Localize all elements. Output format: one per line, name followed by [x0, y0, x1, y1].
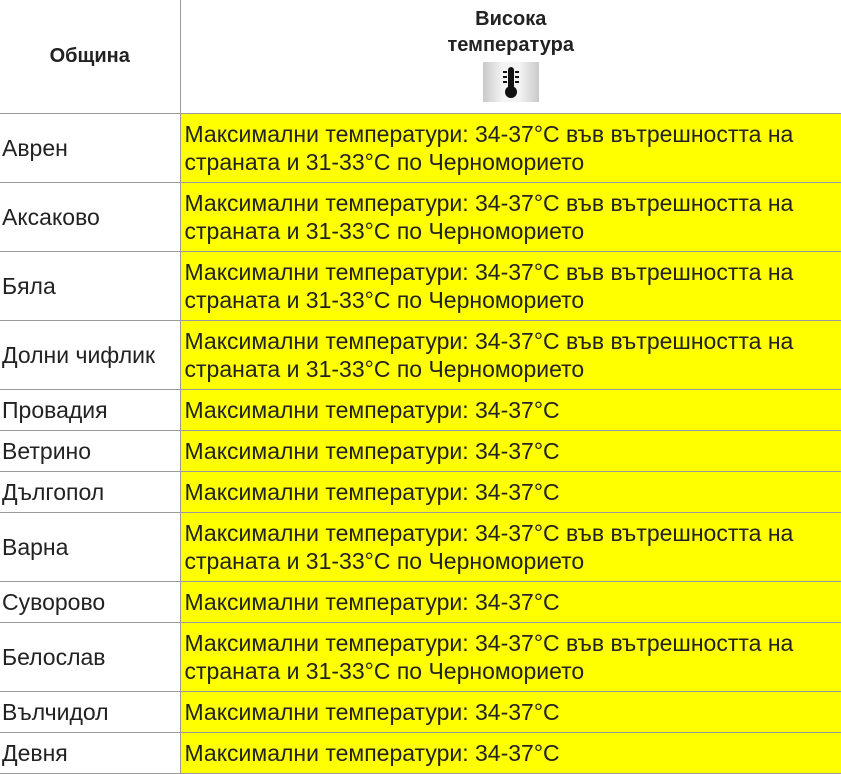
municipality-column-header: Община	[0, 0, 180, 114]
heat-warning-cell: Максимални температури: 34-37°C	[180, 472, 841, 513]
table-row	[0, 183, 841, 252]
heat-warning-cell: Максимални температури: 34-37°C	[180, 733, 841, 774]
table-row	[0, 472, 841, 513]
table-row	[0, 692, 841, 733]
heat-warning-cell: Максимални температури: 34-37°C	[180, 390, 841, 431]
table-row	[0, 513, 841, 582]
table-header-row	[0, 0, 841, 114]
heat-warning-cell: Максимални температури: 34-37°C във вътрешността на страната и 31-33°C по Черноморието	[180, 114, 841, 183]
table-row	[0, 582, 841, 623]
table-row	[0, 114, 841, 183]
heat-warning-cell: Максимални температури: 34-37°C	[180, 582, 841, 623]
table-row	[0, 321, 841, 390]
heat-warning-cell: Максимални температури: 34-37°C	[180, 431, 841, 472]
table-row	[0, 252, 841, 321]
heat-warning-cell: Максимални температури: 34-37°C във вътрешността на страната и 31-33°C по Черноморието	[180, 513, 841, 582]
heat-header-line2: температура	[181, 32, 841, 58]
municipality-cell: Долни чифлик	[0, 321, 180, 390]
municipality-cell: Аврен	[0, 114, 180, 183]
municipality-cell: Аксаково	[0, 183, 180, 252]
table-row	[0, 431, 841, 472]
high-temperature-column-header	[180, 0, 841, 114]
municipality-cell: Варна	[0, 513, 180, 582]
municipality-cell: Бяла	[0, 252, 180, 321]
table-row	[0, 390, 841, 431]
municipality-cell: Белослав	[0, 623, 180, 692]
thermometer-icon	[483, 62, 539, 102]
municipality-cell: Вълчидол	[0, 692, 180, 733]
heat-warning-cell: Максимални температури: 34-37°C във вътрешността на страната и 31-33°C по Черноморието	[180, 183, 841, 252]
table-body	[0, 114, 841, 774]
municipality-cell: Провадия	[0, 390, 180, 431]
municipality-cell: Суворово	[0, 582, 180, 623]
heat-warning-cell: Максимални температури: 34-37°C във вътрешността на страната и 31-33°C по Черноморието	[180, 252, 841, 321]
table-row	[0, 623, 841, 692]
table-row	[0, 733, 841, 774]
heat-header-line1: Висока	[181, 6, 841, 32]
heat-warning-cell: Максимални температури: 34-37°C	[180, 692, 841, 733]
heat-warning-cell: Максимални температури: 34-37°C във вътрешността на страната и 31-33°C по Черноморието	[180, 321, 841, 390]
municipality-cell: Девня	[0, 733, 180, 774]
heat-warning-cell: Максимални температури: 34-37°C във вътрешността на страната и 31-33°C по Черноморието	[180, 623, 841, 692]
municipality-cell: Ветрино	[0, 431, 180, 472]
municipality-cell: Дългопол	[0, 472, 180, 513]
